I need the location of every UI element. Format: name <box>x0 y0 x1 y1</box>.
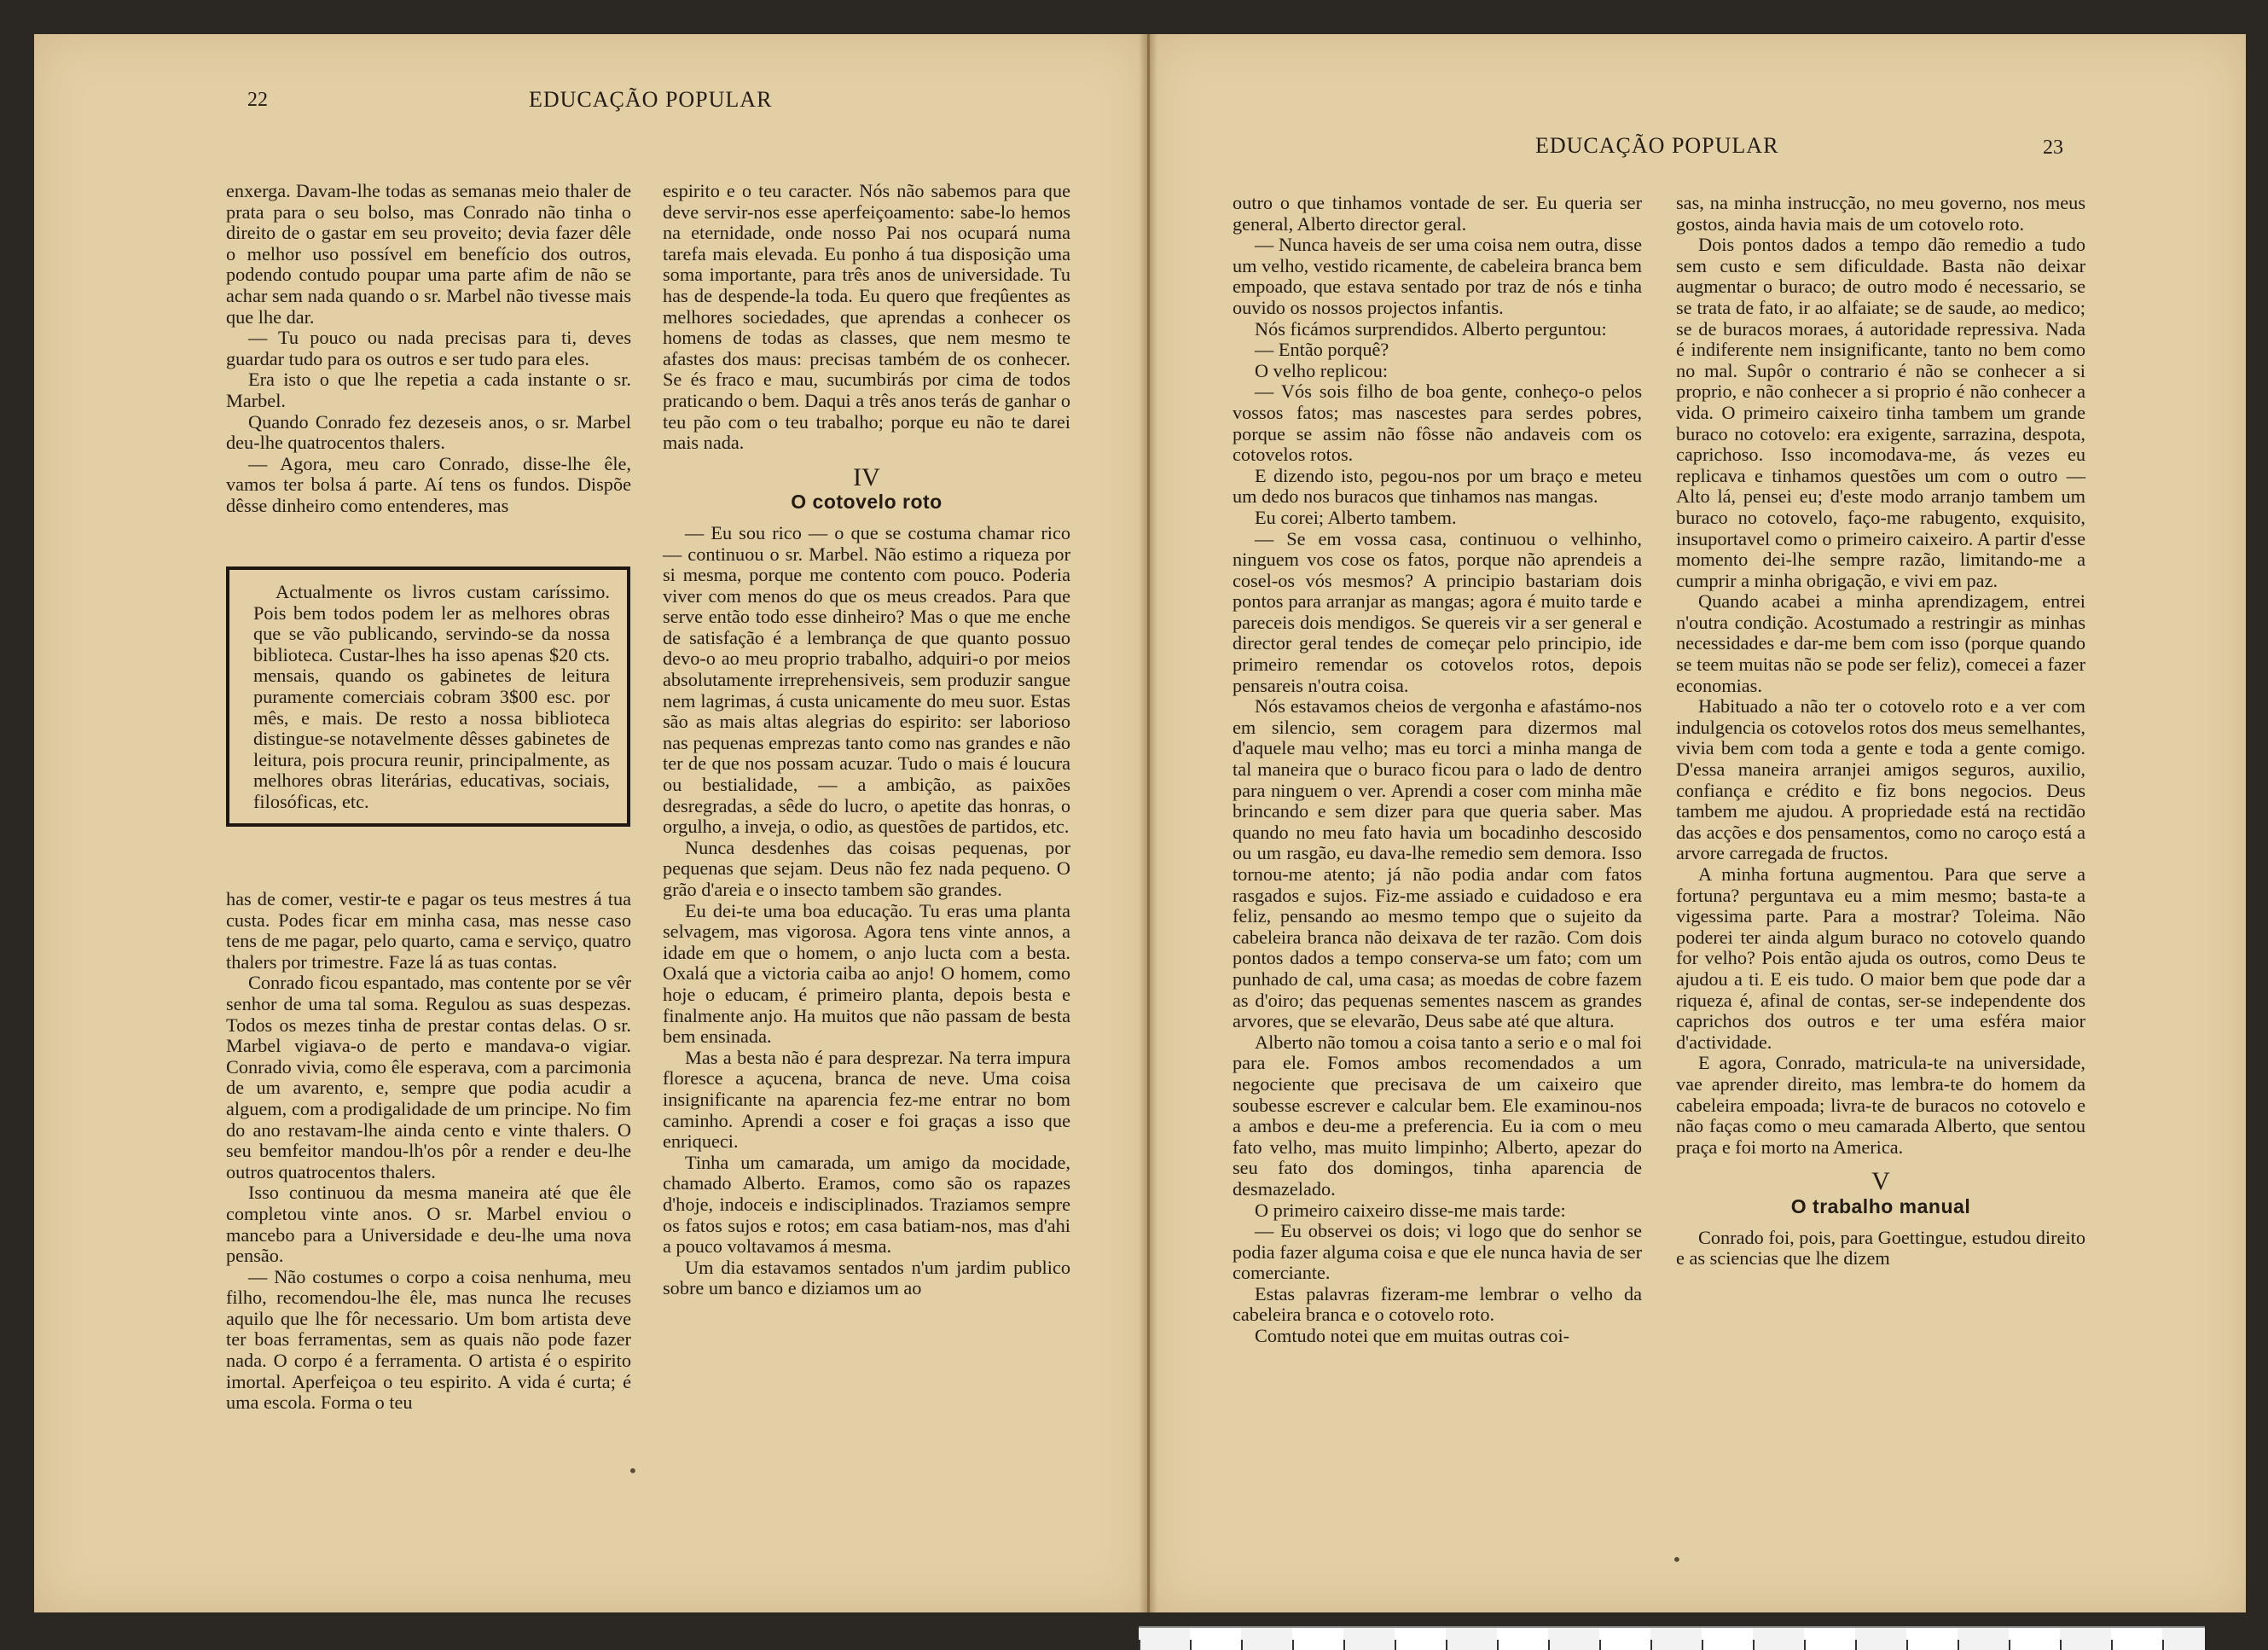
paragraph: Habituado a não ter o cotovelo roto e a ver com indulgencia os cotovelos rotos dos meus semelhantes, vivia bem com toda a gente e toda a gente comigo. D'essa maneira arranjei amigos seguros, auxilio, confiança e crédito e fiz bons negocios. Deus tambem me ajudou. A propriedade está na rectidão das acções e dos pensamentos, como no caroço está a arvore carregada de fructos. <box>1676 695 2085 864</box>
scale-tick <box>1804 1640 1806 1650</box>
section-iv-title: O cotovelo roto <box>791 491 943 514</box>
right-column-2-top <box>1676 193 2085 1158</box>
paragraph: Isso continuou da mesma maneira até que êle completou vinte anos. O sr. Marbel enviou o mancebo para a Universidade e deu-lhe uma nova pensão. <box>226 1182 631 1267</box>
scale-tick <box>1497 1640 1499 1650</box>
paragraph: Nunca desdenhes das coisas pequenas, por pequenas que sejam. Deus não fez nada pequeno. O grão d'areia e o insecto tambem são grandes. <box>663 836 1070 900</box>
paragraph: — Tu pouco ou nada precisas para ti, deves guardar tudo para os outros e ser tudo para eles. <box>226 327 631 369</box>
paragraph: outro o que tinhamos vontade de ser. Eu queria ser general, Alberto director geral. <box>1233 192 1642 235</box>
right-column-1 <box>1233 193 1642 1347</box>
left-column-2 <box>663 181 1070 1299</box>
paragraph: Quando Conrado fez dezeseis anos, o sr. Marbel deu-lhe quatrocentos thalers. <box>226 410 631 454</box>
scale-tick <box>1702 1640 1703 1650</box>
paragraph: Comtudo notei que em muitas outras coi- <box>1255 1325 1570 1347</box>
paragraph: sas, na minha instrucção, no meu governo, nos meus gostos, ainda havia mais de um cotovelo roto. <box>1676 192 2085 235</box>
library-notice-text: Actualmente os livros custam caríssimo. Pois bem todos podem ler as melhores obras que se vão publicando, servindo-se da nossa biblioteca. Custar-lhes ha isso apenas $20 cts. mensais, quando os gabinetes de leitura puramente comerciais cobram 3$00 esc. por mês, e mais. De resto a nossa biblioteca distingue-se notavelmente dêsses gabinetes de leitura, pois procura reunir, principalmente, as melhores obras literárias, educativas, sociais, filosóficas, etc. <box>253 581 610 812</box>
scale-tick <box>1548 1640 1550 1650</box>
paragraph: E dizendo isto, pegou-nos por um braço e meteu um dedo nos buracos que tinhamos nas mangas. <box>1233 464 1642 508</box>
scale-tick <box>1395 1640 1396 1650</box>
scale-tick <box>1753 1640 1755 1650</box>
paragraph: Eu dei-te uma boa educação. Tu eras uma planta selvagem, mas vigorosa. Agora tens vinte annos, a idade em que o homem, o anjo lucta com a besta. Oxalá que a victoria caiba ao anjo! O homem, como hoje o educam, é primeiro planta, depois besta e finalmente anjo. Ha muitos que não passam de besta bem ensinada. <box>663 899 1070 1048</box>
margin-mark: • <box>1672 1549 1682 1570</box>
paragraph: Dois pontos dados a tempo dão remedio a tudo sem custo e sem dificuldade. Basta não deixar augmentar o buraco; de outro modo é necessario, se se trata de fato, ir ao alfaiate; se de saude, ao medico; se de buracos moraes, á autoridade repressiva. Nada é indiferente nem insignificante, tanto no bem como no mal. Supôr o contrario é não se conhecer a si proprio, e não conhecer a si proprio é não conhecer a vida. O primeiro caixeiro tinha tambem um grande buraco no cotovelo: era exigente, sarrazina, despota, caprichoso. Isso incomodava-me, ás vezes eu replicava e tinhamos questões um com o outro — Alto lá, pensei eu; d'este modo arranjo tambem um buraco no cotovelo, faço-me rabugento, exquisito, insuportavel como o primeiro caixeiro. A partir d'esse momento dei-lhe sempre razão, limitando-me a cumprir a minha obrigação, e vivi em paz. <box>1676 234 2085 591</box>
paragraph: Um dia estavamos sentados n'um jardim publico sobre um banco e diziamos um ao <box>663 1256 1070 1299</box>
left-column-1-bottom <box>226 889 631 1414</box>
scale-tick <box>1139 1640 1140 1650</box>
left-column-2-top <box>663 181 1070 454</box>
paragraph: Estas palavras fizeram-me lembrar o velho da cabeleira branca e o cotovelo roto. <box>1233 1282 1642 1326</box>
scale-tick <box>1958 1640 1959 1650</box>
paragraph: O velho replicou: <box>1255 359 1389 381</box>
margin-mark: • <box>628 1461 638 1481</box>
scale-tick <box>2009 1640 2010 1650</box>
scale-tick <box>1650 1640 1652 1650</box>
paragraph: Conrado ficou espantado, mas contente por se vêr senhor de uma tal soma. Regulou as suas despezas. Todos os mezes tinha de prestar contas delas. O sr. Marbel vigiava-o de perto e mandava-o vigiar. Conrado vivia, como êle esperava, com a parcimonia de um avarento, e, sempre que podia acudir a alguem, com a prodigalidade de um principe. No fim do ano restavam-lhe ainda cento e vinte thalers. O seu bemfeitor mandou-lh'os pôr a render e deu-lhe outros quatrocentos thalers. <box>226 972 631 1182</box>
scale-tick <box>1190 1640 1192 1650</box>
scale-tick <box>1292 1640 1294 1650</box>
scale-tick <box>1906 1640 1908 1650</box>
paragraph: — Vós sois filho de boa gente, conheço-o pelos vossos fatos; mas nascestes para serdes pobres, porque se assim não fôsse não andaveis com os cotovelos rotos. <box>1233 381 1642 466</box>
paragraph: Eu corei; Alberto tambem. <box>1255 506 1457 528</box>
right-running-head: EDUCAÇÃO POPULAR <box>1535 133 1779 158</box>
right-page-number: 23 <box>2043 137 2063 159</box>
paragraph: Tinha um camarada, um amigo da mocidade, chamado Alberto. Eramos, como são os rapazes d'hoje, indoceis e indisciplinados. Traziamos sempre os fatos sujos e rotos; em casa batiam-nos, mas d'ahi a pouco voltavamos á mesma. <box>663 1151 1070 1258</box>
paragraph: O primeiro caixeiro disse-me mais tarde: <box>1255 1199 1566 1221</box>
paragraph: Era isto o que lhe repetia a cada instante o sr. Marbel. <box>226 369 631 411</box>
section-iv-numeral: IV <box>853 462 880 491</box>
paragraph: A minha fortuna augmentou. Para que serve a fortuna? perguntava eu a mim mesmo; basta-te a vigessima parte. Para a mostrar? Toleima. Não poderei ter ainda algum buraco no cotovelo quando for velho? Pois então ajuda os outros, como Deus te ajudou a ti. E eis tudo. O maior bem que pode dar a riqueza é, afinal de contas, ser-se independente dos caprichos dos outros e ter uma esféra maior d'actividade. <box>1676 863 2085 1053</box>
paragraph: Quando acabei a minha aprendizagem, entrei n'outra condição. Acostumado a restringir as minhas necessidades e dar-me bem com isso (porque quando se teem muitas não se pode ser feliz), comecei a fazer economias. <box>1676 590 2085 696</box>
scale-tick <box>1599 1640 1601 1650</box>
paragraph: has de comer, vestir-te e pagar os teus mestres á tua custa. Podes ficar em minha casa, mas nesse caso tens de me pagar, pelo quarto, cama e serviço, quatro thalers por trimestre. Faze lá as tuas contas. <box>226 888 631 973</box>
paragraph: Conrado foi, pois, para Goettingue, estudou direito e as sciencias que lhe dizem <box>1676 1226 2085 1269</box>
paragraph: Alberto não tomou a coisa tanto a serio e o mal foi para ele. Fomos ambos recomendados a um negociente que precisava de um caixeiro que soubesse escrever e calcular bem. Ele examinou-nos a ambos e deu-me a preferencia. Eu ia com o meu fato velho, mas muito limpinho; Alberto, apezar do seu fato dos domingos, tinha aparencia de desmazelado. <box>1233 1031 1642 1200</box>
left-column-2-bottom <box>663 523 1070 1299</box>
paragraph: — Agora, meu caro Conrado, disse-lhe êle, vamos ter bolsa á parte. Aí tens os fundos. Dispõe dêsse dinheiro como entenderes, mas <box>226 452 631 516</box>
paragraph: Nós ficámos surprendidos. Alberto perguntou: <box>1255 317 1607 340</box>
paragraph: Mas a besta não é para desprezar. Na terra impura floresce a açucena, branca de neve. Uma coisa insignificante na aparencia fez-me entrar no bom caminho. Aprendi a coser e foi graças a isso que enriqueci. <box>663 1046 1070 1153</box>
paragraph: — Não costumes o corpo a coisa nenhuma, meu filho, recomendou-lhe êle, mas nunca lhe recuses aquilo que lhe fôr necessario. Um bom artista deve ter boas ferramentas, sem as quais não pode fazer nada. O corpo é a ferramenta. O artista é o espirito imortal. Aperfeiçoa o teu espirito. A vida é curta; é uma escola. Forma o teu <box>226 1265 631 1414</box>
paragraph: enxerga. Davam-lhe todas as semanas meio thaler de prata para o seu bolso, mas Conrado não tinha o direito de o gastar em seu proveito; devia fazer dêle o melhor uso possível em benefício dos outros, podendo contudo poupar uma parte afim de não se achar sem nada quando o sr. Marbel não tivesse mais que lhe dar. <box>226 180 631 328</box>
scale-tick <box>1446 1640 1447 1650</box>
paragraph: — Então porquê? <box>1255 339 1389 361</box>
scale-tick <box>2162 1640 2164 1650</box>
scale-tick <box>2060 1640 2062 1650</box>
scale-tick <box>1343 1640 1345 1650</box>
scale-tick <box>1241 1640 1243 1650</box>
scale-tick <box>1855 1640 1857 1650</box>
color-scale-bar <box>1139 1626 2205 1650</box>
paragraph: — Se em vossa casa, continuou o velhinho, ninguem vos cose os fatos, porque não aprendeis a cosel-os vós mesmos? A principio bastariam dois pontos para arranjar as mangas; agora é muito tarde e pareceis dois mendigos. Se quereis vir a ser general e director geral tendes de começar pelo principio, ide primeiro remendar os cotovelos rotos, depois pensareis n'outra coisa. <box>1233 527 1642 696</box>
scale-tick <box>2111 1640 2113 1650</box>
paragraph: — Eu observei os dois; vi logo que do senhor se podia fazer alguma coisa e que ele nunca havia de ser comerciante. <box>1233 1220 1642 1284</box>
section-v-numeral: V <box>1871 1167 1890 1196</box>
paragraph: — Eu sou rico — o que se costuma chamar rico — continuou o sr. Marbel. Não estimo a riqueza por si mesma, porque me contento com pouco. Poderia viver com menos do que os meus creados. Para que serve então todo esse dinheiro? Mas o que me enche de satisfação é a lembrança de que quanto possuo devo-o ao meu proprio trabalho, adquiri-o por meios absolutamente irreprehensiveis, sem produzir sangue nem lagrimas, á custa unicamente do meu suor. Estas são as mais altas alegrias do espirito: ser laborioso nas pequenas emprezas tanto como nas grandes e não ter de que nos possam acuzar. Tudo o mais é loucura ou bestialidade, — a ambição, as paixões desregradas, a sêde do lucro, o apetite das honras, o orgulho, a inveja, o odio, as questões de partidos, etc. <box>663 521 1070 838</box>
left-page-number: 22 <box>247 89 268 111</box>
section-v-title: O trabalho manual <box>1790 1194 1971 1217</box>
paragraph: Nós estavamos cheios de vergonha e afastámo-nos em silencio, sem coragem para dizermos mal d'aquele mau velho; mas eu torci a minha manga de tal maneira que o buraco ficou para o lado de dentro para ninguem o ver. Aprendi a coser com minha mãe brincando e sem dizer para que queria saber. Mas quando no meu fato havia um bocadinho descosido ou um rasgão, eu dava-lhe remedio sem demora. Isso tornou-me atento; já não podia andar com fatos rasgados e sujos. Fiz-me assiado e cuidadoso e era feliz, pensando ao mesmo tempo que o sujeito da cabeleira branca não deixava de ter razão. Com dois pontos dados a tempo conserva-se um fato; com um punhado de cal, uma casa; as moedas de cobre fazem as d'oiro; das pequenas sementes nascem as grandes arvores, que se elevarão, Deus sabe até que altura. <box>1233 695 1642 1032</box>
left-column-1-top <box>226 181 631 517</box>
paragraph: E agora, Conrado, matricula-te na universidade, vae aprender direito, mas lembra-te do homem da cabeleira empoada; livra-te de buracos no cotovelo e não faças como o meu camarada Alberto, que sentou praça e foi morto na America. <box>1676 1052 2085 1158</box>
right-column-2-bottom <box>1676 1228 2085 1269</box>
book-gutter <box>1139 34 1157 1612</box>
right-column-2 <box>1676 193 2085 1269</box>
paragraph: — Nunca haveis de ser uma coisa nem outra, disse um velho, vestido ricamente, de cabeleira branca bem empoado, que estava sentado por traz de nós e tinha ouvido os nossos projectos infantis. <box>1233 234 1642 318</box>
left-running-head: EDUCAÇÃO POPULAR <box>529 87 773 112</box>
library-notice-box <box>226 566 630 827</box>
paragraph: espirito e o teu caracter. Nós não sabemos para que deve servir-nos esse aperfeiçoamento: sabe-lo hemos na eternidade, onde nosso Pai nos ocupará numa tarefa mais elevada. Eu ponho á tua disposição uma soma importante, para três anos de universidade. Tu has de despende-la toda. Eu quero que freqûentes as melhores sociedades, que aprendas a conhecer os homens de todas as classes, que nem mesmo te afastes dos maus: precisas também de os conhecer. Se és fraco e mau, sucumbirás por cima de todos praticando o bem. Daqui a três anos terás de ganhar o teu pão com o teu trabalho; porque eu não te darei mais nada. <box>663 180 1070 454</box>
